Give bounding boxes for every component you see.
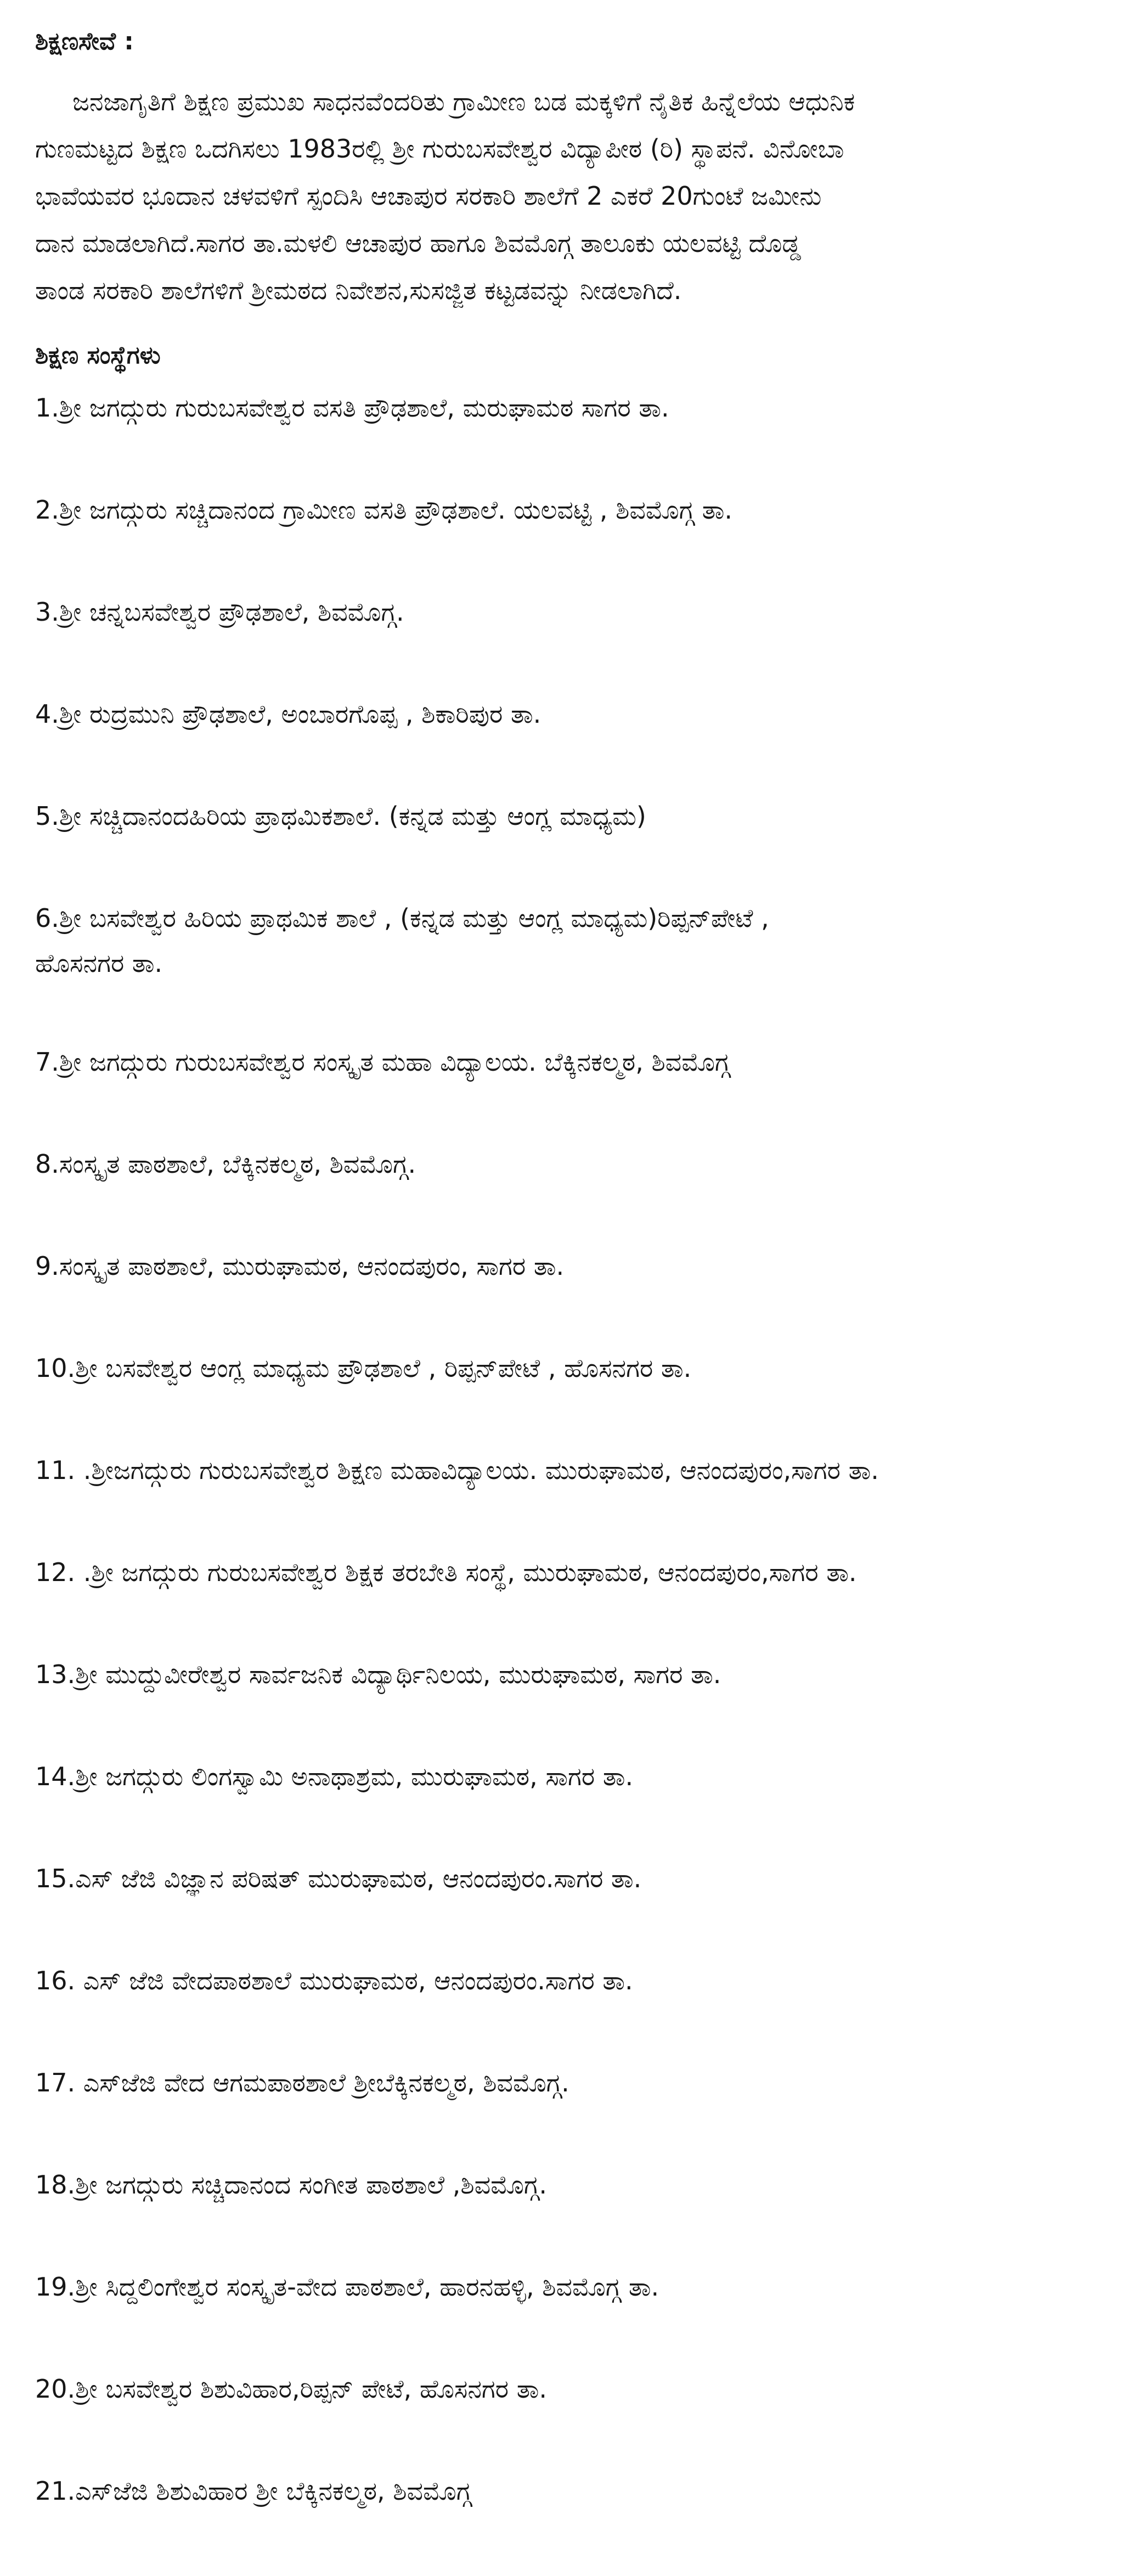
list-item: 3.ಶ್ರೀ ಚನ್ನಬಸವೇಶ್ವರ ಪ್ರೌಢಶಾಲೆ, ಶಿವಮೊಗ್ಗ. bbox=[35, 597, 404, 627]
list-item: 5.ಶ್ರೀ ಸಚ್ಚಿದಾನಂದಹಿರಿಯ ಪ್ರಾಥಮಿಕಶಾಲೆ. (ಕನ್ನಡ ಮತ್ತು ಆಂಗ್ಲ ಮಾಧ್ಯಮ) bbox=[35, 801, 646, 831]
institutions-heading: ಶಿಕ್ಷಣ ಸಂಸ್ಥೆಗಳು bbox=[35, 341, 161, 369]
paragraph-line: ಜನಜಾಗೃತಿಗೆ ಶಿಕ್ಷಣ ಪ್ರಮುಖ ಸಾಧನವೆಂದರಿತು ಗ್ರಾಮೀಣ ಬಡ ಮಕ್ಕಳಿಗೆ ನೈತಿಕ ಹಿನ್ನೆಲೆಯ ಆಧುನಿಕ bbox=[72, 87, 855, 116]
list-item: 14.ಶ್ರೀ ಜಗದ್ಗುರು ಲಿಂಗಸ್ವಾಮಿ ಅನಾಥಾಶ್ರಮ, ಮುರುಘಾಮಠ, ಸಾಗರ ತಾ. bbox=[35, 1762, 634, 1791]
list-item: 13.ಶ್ರೀ ಮುದ್ದುವೀರೇಶ್ವರ ಸಾರ್ವಜನಿಕ ವಿದ್ಯಾರ್ಥಿನಿಲಯ, ಮುರುಘಾಮಠ, ಸಾಗರ ತಾ. bbox=[35, 1660, 721, 1689]
list-item: 15.ಎಸ್ ಜೆಜಿ ವಿಜ್ಞಾನ ಪರಿಷತ್ ಮುರುಘಾಮಠ, ಆನಂದಪುರಂ.ಸಾಗರ ತಾ. bbox=[35, 1864, 642, 1893]
paragraph-line: ತಾಂಡ ಸರಕಾರಿ ಶಾಲೆಗಳಿಗೆ ಶ್ರೀಮಠದ ನಿವೇಶನ,ಸುಸಜ್ಜಿತ ಕಟ್ಟಡವನ್ನು ನೀಡಲಾಗಿದೆ. bbox=[35, 275, 682, 305]
list-item: 19.ಶ್ರೀ ಸಿದ್ದಲಿಂಗೇಶ್ವರ ಸಂಸ್ಕೃತ-ವೇದ ಪಾಠಶಾಲೆ, ಹಾರನಹಳ್ಳಿ, ಶಿವಮೊಗ್ಗ ತಾ. bbox=[35, 2272, 659, 2302]
paragraph-line: ಭಾವೆಯವರ ಭೂದಾನ ಚಳವಳಿಗೆ ಸ್ಪಂದಿಸಿ ಆಚಾಪುರ ಸರಕಾರಿ ಶಾಲೆಗೆ 2 ಎಕರೆ 20ಗುಂಟೆ ಜಮೀನು bbox=[35, 181, 822, 211]
paragraph-line: ದಾನ ಮಾಡಲಾಗಿದೆ.ಸಾಗರ ತಾ.ಮಳಲಿ ಆಚಾಪುರ ಹಾಗೂ ಶಿವಮೊಗ್ಗ ತಾಲೂಕು ಯಲವಟ್ಟಿ ದೊಡ್ಡ bbox=[35, 228, 801, 258]
list-item bbox=[35, 901, 1094, 980]
list-item: 20.ಶ್ರೀ ಬಸವೇಶ್ವರ ಶಿಶುವಿಹಾರ,ರಿಪ್ಪನ್ ಪೇಟೆ, ಹೊಸನಗರ ತಾ. bbox=[35, 2374, 547, 2404]
list-item: 9.ಸಂಸ್ಕೃತ ಪಾಠಶಾಲೆ, ಮುರುಘಾಮಠ, ಆನಂದಪುರಂ, ಸಾಗರ ತಾ. bbox=[35, 1251, 565, 1281]
list-item: 7.ಶ್ರೀ ಜಗದ್ಗುರು ಗುರುಬಸವೇಶ್ವರ ಸಂಸ್ಕೃತ ಮಹಾ ವಿದ್ಯಾಲಯ. ಬೆಕ್ಕಿನಕಲ್ಮಠ, ಶಿವಮೊಗ್ಗ bbox=[35, 1047, 730, 1077]
list-item: 11. .ಶ್ರೀಜಗದ್ಗುರು ಗುರುಬಸವೇಶ್ವರ ಶಿಕ್ಷಣ ಮಹಾವಿದ್ಯಾಲಯ. ಮುರುಘಾಮಠ, ಆನಂದಪುರಂ,ಸಾಗರ ತಾ. bbox=[35, 1455, 879, 1485]
list-item: 16. ಎಸ್ ಜೆಜಿ ವೇದಪಾಠಶಾಲೆ ಮುರುಘಾಮಠ, ಆನಂದಪುರಂ.ಸಾಗರ ತಾ. bbox=[35, 1966, 633, 1995]
list-item: 12. .ಶ್ರೀ ಜಗದ್ಗುರು ಗುರುಬಸವೇಶ್ವರ ಶಿಕ್ಷಕ ತರಬೇತಿ ಸಂಸ್ಥೆ, ಮುರುಘಾಮಠ, ಆನಂದಪುರಂ,ಸಾಗರ ತಾ. bbox=[35, 1557, 857, 1587]
list-item: 18.ಶ್ರೀ ಜಗದ್ಗುರು ಸಚ್ಚಿದಾನಂದ ಸಂಗೀತ ಪಾಠಶಾಲೆ ,ಶಿವಮೊಗ್ಗ. bbox=[35, 2170, 547, 2200]
section-heading: ಶಿಕ್ಷಣಸೇವೆ : bbox=[35, 27, 134, 55]
list-item: 21.ಎಸ್‌ಜೆಜಿ ಶಿಶುವಿಹಾರ ಶ್ರೀ ಬೆಕ್ಕಿನಕಲ್ಮಠ, ಶಿವಮೊಗ್ಗ bbox=[35, 2476, 472, 2506]
list-item: 1.ಶ್ರೀ ಜಗದ್ಗುರು ಗುರುಬಸವೇಶ್ವರ ವಸತಿ ಪ್ರೌಢಶಾಲೆ, ಮರುಘಾಮಠ ಸಾಗರ ತಾ. bbox=[35, 393, 669, 423]
list-item: 2.ಶ್ರೀ ಜಗದ್ಗುರು ಸಚ್ಚಿದಾನಂದ ಗ್ರಾಮೀಣ ವಸತಿ ಪ್ರೌಢಶಾಲೆ. ಯಲವಟ್ಟಿ , ಶಿವಮೊಗ್ಗ ತಾ. bbox=[35, 495, 732, 525]
list-item-line: 6.ಶ್ರೀ ಬಸವೇಶ್ವರ ಹಿರಿಯ ಪ್ರಾಥಮಿಕ ಶಾಲೆ , (ಕನ್ನಡ ಮತ್ತು ಆಂಗ್ಲ ಮಾಧ್ಯಮ)ರಿಪ್ಪನ್‌ಪೇಟೆ , bbox=[35, 903, 769, 933]
paragraph-line: ಗುಣಮಟ್ಟದ ಶಿಕ್ಷಣ ಒದಗಿಸಲು 1983ರಲ್ಲಿ ಶ್ರೀ ಗುರುಬಸವೇಶ್ವರ ವಿದ್ಯಾಪೀಠ (ರಿ) ಸ್ಥಾಪನೆ. ವಿನೋಬಾ bbox=[35, 134, 844, 164]
institutions-list bbox=[35, 391, 1094, 2576]
list-item: 17. ಎಸ್‌ಜೆಜಿ ವೇದ ಆಗಮಪಾಠಶಾಲೆ ಶ್ರೀಬೆಕ್ಕಿನಕಲ್ಮಠ, ಶಿವಮೊಗ್ಗ. bbox=[35, 2068, 569, 2097]
list-item-continuation: ಹೊಸನಗರ ತಾ. bbox=[35, 948, 163, 978]
list-item: 10.ಶ್ರೀ ಬಸವೇಶ್ವರ ಆಂಗ್ಲ ಮಾಧ್ಯಮ ಪ್ರೌಢಶಾಲೆ , ರಿಪ್ಪನ್‌ಪೇಟೆ , ಹೊಸನಗರ ತಾ. bbox=[35, 1353, 692, 1383]
intro-paragraph bbox=[35, 82, 1078, 318]
list-item: 8.ಸಂಸ್ಕೃತ ಪಾಠಶಾಲೆ, ಬೆಕ್ಕಿನಕಲ್ಮಠ, ಶಿವಮೊಗ್ಗ. bbox=[35, 1149, 416, 1179]
list-item: 4.ಶ್ರೀ ರುದ್ರಮುನಿ ಪ್ರೌಢಶಾಲೆ, ಅಂಬಾರಗೊಪ್ಪ , ಶಿಕಾರಿಪುರ ತಾ. bbox=[35, 699, 542, 729]
